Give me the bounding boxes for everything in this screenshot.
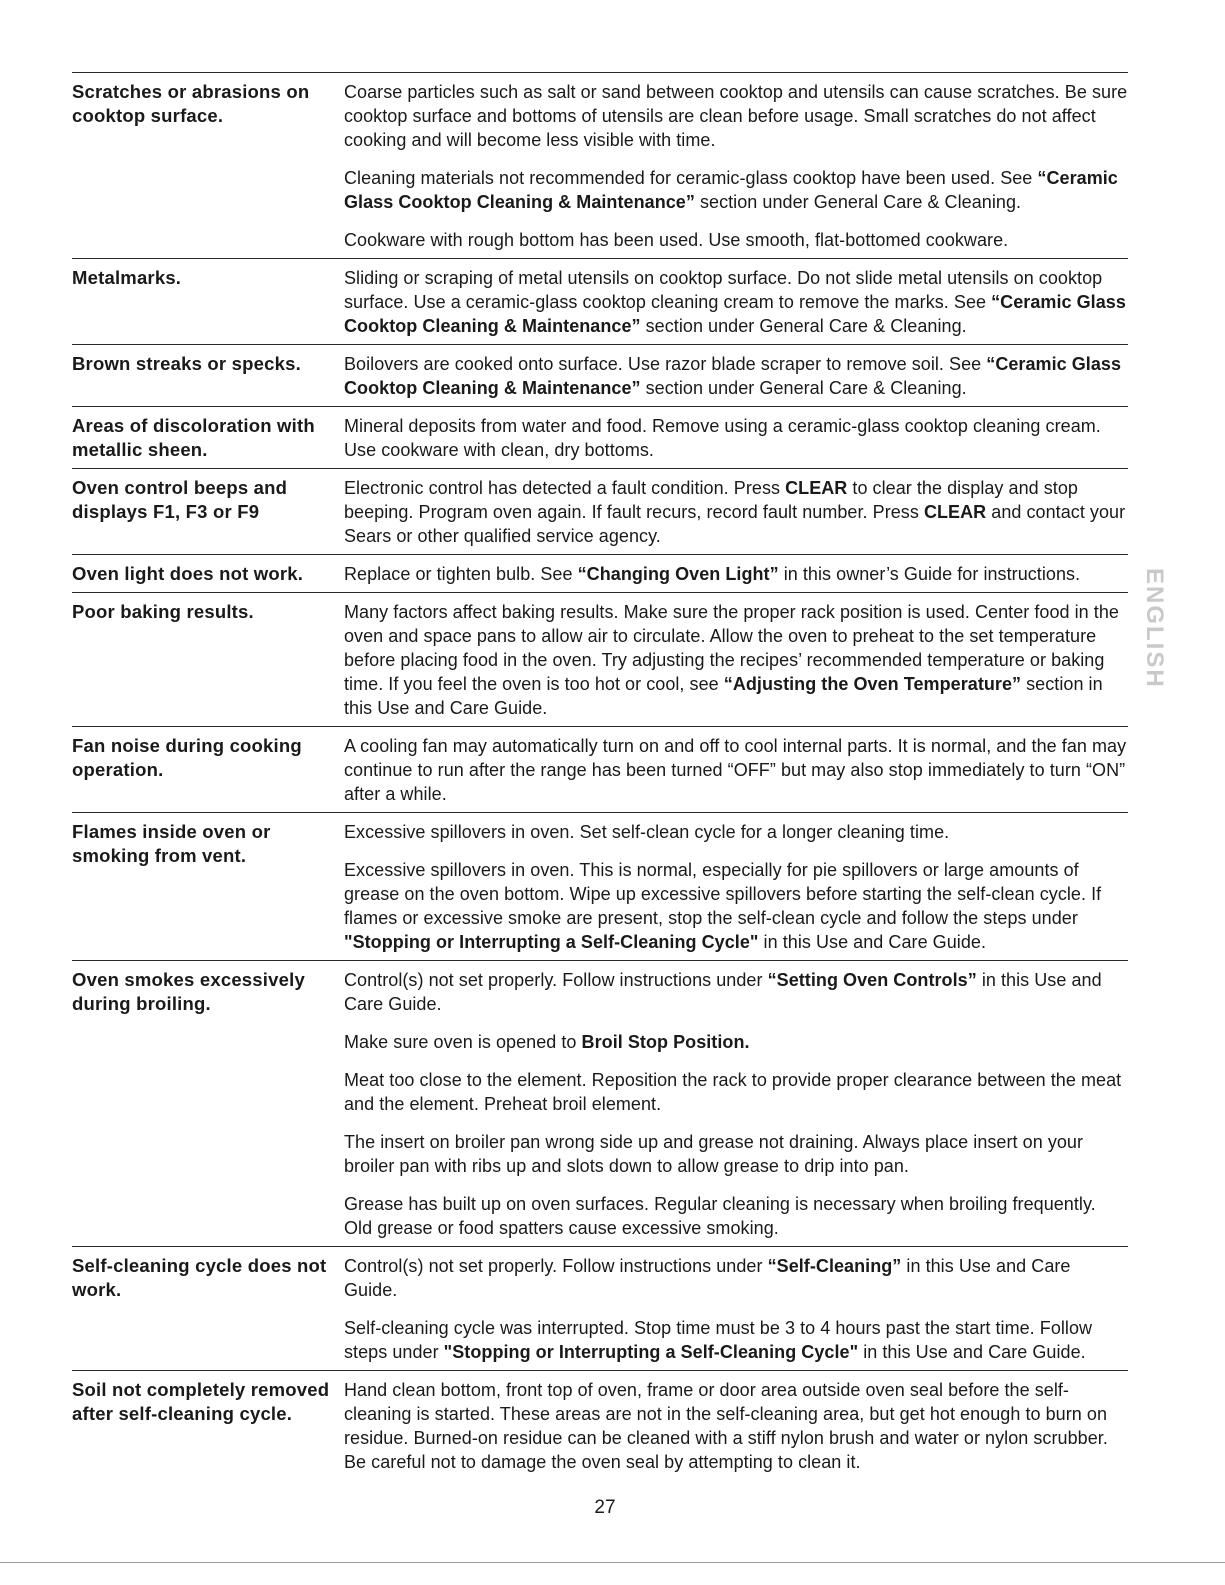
solution-text	[344, 858, 1128, 954]
solution-list	[344, 80, 1128, 252]
text-run: in this owner’s Guide for instructions.	[778, 564, 1081, 584]
text-run: Control(s) not set properly. Follow instructions under	[344, 970, 768, 990]
problem-label: Oven light does not work.	[72, 563, 304, 584]
table-row	[72, 812, 1128, 960]
text-run: Grease has built up on oven surfaces. Regular cleaning is necessary when broiling frequently. Old grease or food spatters cause excessive smoking.	[344, 1194, 1096, 1238]
solution-text	[344, 228, 1128, 252]
language-side-tab: ENGLISH	[1141, 568, 1168, 689]
text-run: in this Use and Care Guide.	[758, 932, 987, 952]
solution-list	[344, 476, 1128, 548]
solution-text	[344, 1192, 1128, 1240]
solution-text	[344, 80, 1128, 152]
text-run: in this Use and Care Guide.	[344, 970, 1102, 1014]
solution-text	[344, 266, 1128, 338]
solution-text	[344, 1130, 1128, 1178]
text-run: section under General Care & Cleaning.	[640, 316, 967, 336]
table-row	[72, 468, 1128, 554]
table-row	[72, 726, 1128, 812]
problem-label: Brown streaks or specks.	[72, 353, 301, 374]
text-run: Hand clean bottom, front top of oven, frame or door area outside oven seal before the self-cleaning is started. These areas are not in the self-cleaning area, but get hot enough to burn on residue. Burned-on residue can be cleaned with a stiff nylon brush and water or nylon scrubber. Be careful not to damage the oven seal by attempting to clean it.	[344, 1380, 1108, 1472]
solution-list	[344, 734, 1128, 806]
solution-text	[344, 476, 1128, 548]
table-row	[72, 960, 1128, 1246]
solution-list	[344, 968, 1128, 1240]
text-run: section under General Care & Cleaning.	[640, 378, 967, 398]
emphasis-text: “Setting Oven Controls”	[767, 970, 977, 990]
table-row	[72, 592, 1128, 726]
bottom-divider	[0, 1562, 1225, 1563]
emphasis-text: "Stopping or Interrupting a Self-Cleaning Cycle"	[443, 1342, 859, 1362]
text-run: Sliding or scraping of metal utensils on cooktop surface. Do not slide metal utensils on cooktop surface. Use a ceramic-glass cooktop cleaning cream to remove the marks. See	[344, 268, 1103, 312]
solution-text	[344, 166, 1128, 214]
emphasis-text: “Ceramic Glass Cooktop Cleaning & Maintenance”	[344, 292, 1126, 336]
text-run: section under General Care & Cleaning.	[694, 192, 1022, 212]
text-run: Electronic control has detected a fault condition. Press	[344, 478, 786, 498]
text-run: section in this Use and Care Guide.	[344, 674, 1103, 718]
solution-list	[344, 562, 1128, 586]
text-run: in this Use and Care Guide.	[858, 1342, 1086, 1362]
solution-text	[344, 820, 1128, 844]
solution-text	[344, 1316, 1128, 1364]
problem-label: Oven smokes excessively during broiling.	[72, 969, 305, 1014]
solution-list	[344, 414, 1128, 462]
problem-label: Metalmarks.	[72, 267, 182, 288]
emphasis-text: “Adjusting the Oven Temperature”	[723, 674, 1022, 694]
emphasis-text: Broil Stop Position.	[581, 1032, 750, 1052]
solution-text	[344, 1378, 1128, 1474]
emphasis-text: "Stopping or Interrupting a Self-Cleaning Cycle"	[344, 932, 759, 952]
text-run: Boilovers are cooked onto surface. Use razor blade scraper to remove soil. See	[344, 354, 987, 374]
solution-text	[344, 352, 1128, 400]
solution-list	[344, 352, 1128, 400]
text-run: Replace or tighten bulb. See	[344, 564, 578, 584]
solution-text	[344, 1030, 1128, 1054]
text-run: in this Use and Care Guide.	[344, 1256, 1071, 1300]
text-run: to clear the display and stop beeping. Program oven again. If fault recurs, record fault number. Press	[344, 478, 1078, 522]
text-run: Self-cleaning cycle was interrupted. Stop time must be 3 to 4 hours past the start time. Follow steps under	[344, 1318, 1093, 1362]
text-run: Meat too close to the element. Reposition the rack to provide proper clearance between the meat and the element. Preheat broil element.	[344, 1070, 1122, 1114]
table-row	[72, 1246, 1128, 1370]
text-run: Cookware with rough bottom has been used. Use smooth, flat-bottomed cookware.	[344, 230, 1009, 250]
table-row	[72, 258, 1128, 344]
solution-list	[344, 600, 1128, 720]
emphasis-text: “Ceramic Glass Cooktop Cleaning & Maintenance”	[344, 168, 1118, 212]
text-run: Coarse particles such as salt or sand between cooktop and utensils can cause scratches. Be sure cooktop surface and bottoms of utensils are clean before usage. Small scratches do not affect cooking and will become less visible with time.	[344, 82, 1128, 150]
text-run: Control(s) not set properly. Follow instructions under	[344, 1256, 768, 1276]
solution-text	[344, 734, 1128, 806]
solution-list	[344, 1378, 1128, 1474]
text-run: A cooling fan may automatically turn on and off to cool internal parts. It is normal, and the fan may continue to run after the range has been turned “OFF” but may also stop immediately to turn “ON” after a while.	[344, 736, 1127, 804]
text-run: Make sure oven is opened to	[344, 1032, 582, 1052]
emphasis-text: “Self-Cleaning”	[767, 1256, 902, 1276]
problem-label: Soil not completely removed after self-cleaning cycle.	[72, 1379, 330, 1424]
problem-label: Fan noise during cooking operation.	[72, 735, 302, 780]
emphasis-text: CLEAR	[785, 478, 848, 498]
solution-text	[344, 1068, 1128, 1116]
emphasis-text: “Changing Oven Light”	[577, 564, 779, 584]
solution-list	[344, 820, 1128, 954]
problem-label: Flames inside oven or smoking from vent.	[72, 821, 271, 866]
solution-text	[344, 1254, 1128, 1302]
solution-list	[344, 266, 1128, 338]
solution-text	[344, 968, 1128, 1016]
solution-text	[344, 414, 1128, 462]
text-run: Many factors affect baking results. Make sure the proper rack position is used. Center food in the oven and space pans to allow air to circulate. Allow the oven to preheat to the set temperature before placing food in the oven. Try adjusting the recipes’ recommended temperature or baking time. If you feel the oven is too hot or cool, see	[344, 602, 1119, 694]
table-row	[72, 1370, 1128, 1480]
solution-text	[344, 600, 1128, 720]
emphasis-text: CLEAR	[923, 502, 987, 522]
table-row	[72, 72, 1128, 258]
problem-label: Scratches or abrasions on cooktop surface.	[72, 81, 310, 126]
text-run: Excessive spillovers in oven. This is normal, especially for pie spillovers or large amounts of grease on the oven bottom. Wipe up excessive spillovers before starting the self-clean cycle. If flames or excessive smoke are present, stop the self-clean cycle and follow the steps under	[344, 860, 1102, 928]
page-number: 27	[594, 1497, 616, 1518]
text-run: Mineral deposits from water and food. Remove using a ceramic-glass cooktop cleaning cream. Use cookware with clean, dry bottoms.	[344, 416, 1101, 460]
text-run: and contact your Sears or other qualified service agency.	[344, 502, 1126, 546]
solution-text	[344, 562, 1128, 586]
table-row	[72, 344, 1128, 406]
problem-label: Areas of discoloration with metallic sheen.	[72, 415, 315, 460]
text-run: Cleaning materials not recommended for ceramic-glass cooktop have been used. See	[344, 168, 1038, 188]
problem-label: Poor baking results.	[72, 601, 254, 622]
problem-label: Oven control beeps and displays F1, F3 or F9	[72, 477, 288, 522]
text-run: The insert on broiler pan wrong side up and grease not draining. Always place insert on your broiler pan with ribs up and slots down to allow grease to drip into pan.	[344, 1132, 1084, 1176]
table-row	[72, 406, 1128, 468]
problem-label: Self-cleaning cycle does not work.	[72, 1255, 327, 1300]
troubleshooting-table	[72, 72, 1128, 1480]
text-run: Excessive spillovers in oven. Set self-clean cycle for a longer cleaning time.	[344, 822, 950, 842]
emphasis-text: “Ceramic Glass Cooktop Cleaning & Maintenance”	[344, 354, 1122, 398]
table-row	[72, 554, 1128, 592]
solution-list	[344, 1254, 1128, 1364]
